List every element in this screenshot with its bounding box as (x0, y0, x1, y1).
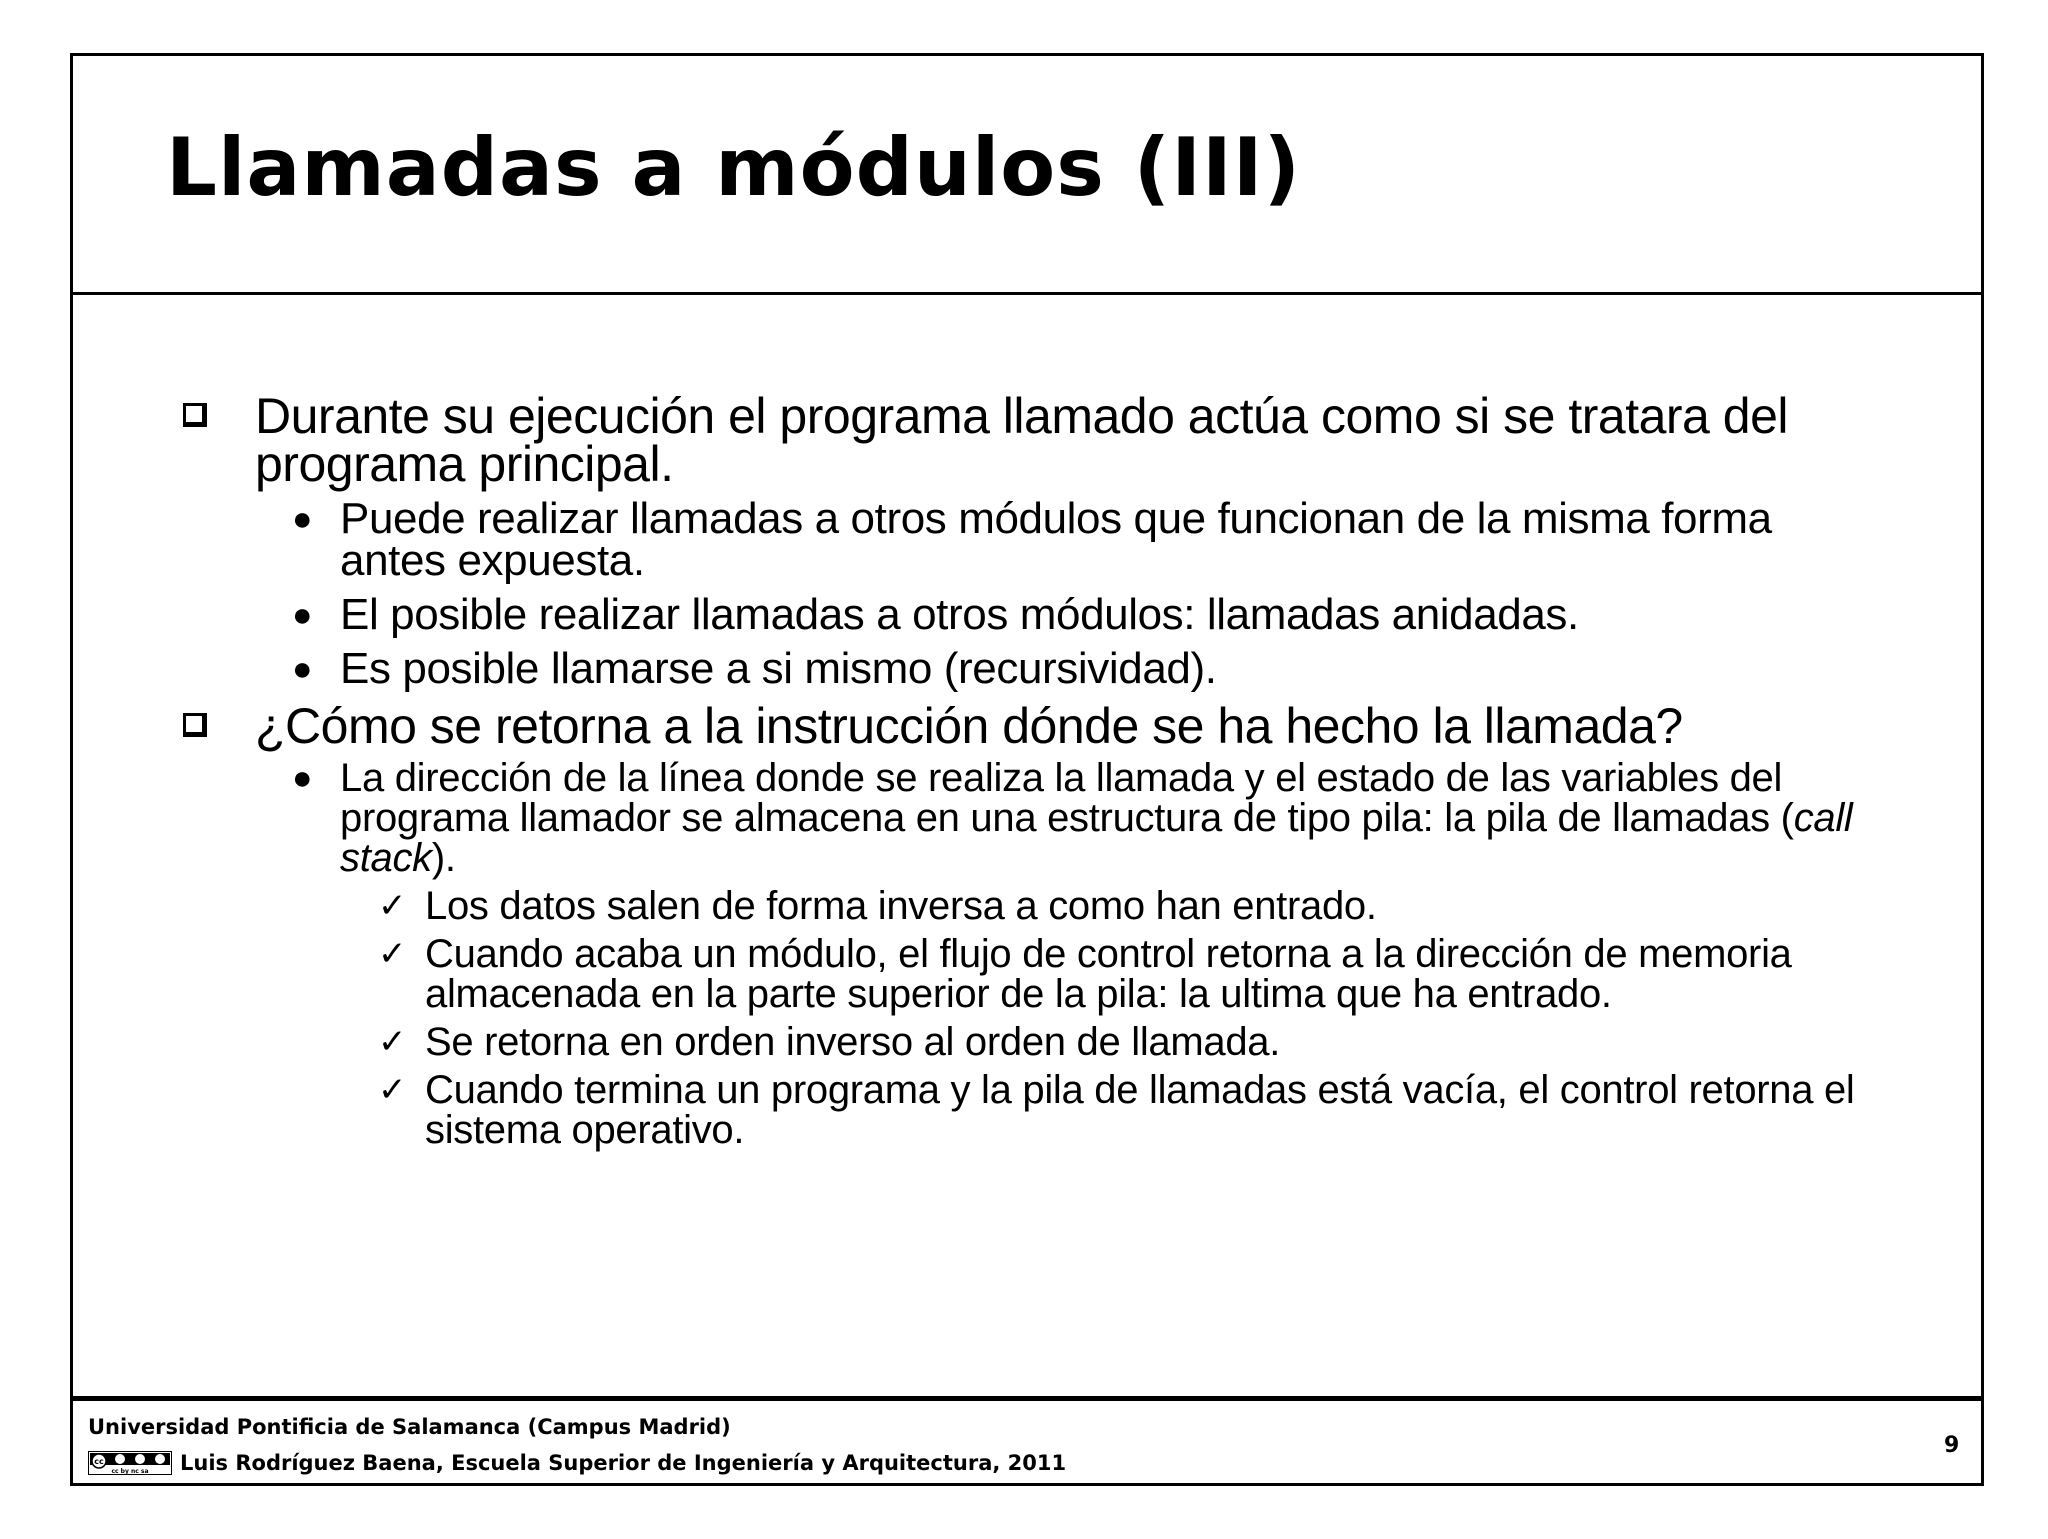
bullet-level1-item (180, 698, 1860, 754)
footer-author: Luis Rodríguez Baena, Escuela Superior de Ingeniería y Arquitectura, 2011 (180, 1451, 1067, 1475)
bullet-text: La dirección de la línea donde se realiza la llamada y el estado de las variables del programa llamador se almacena en una estructura de tipo pila: la pila de llamadas ( (340, 756, 1794, 840)
checkmark-bullet-icon: ✓ (378, 934, 407, 974)
license-badge-text: cc by nc sa (111, 1468, 149, 1475)
bullet-level2-item (180, 644, 1860, 693)
bullet-level2-item (180, 590, 1860, 639)
footer-author-row (88, 1448, 1066, 1478)
slide-footer (88, 1412, 1066, 1478)
title-divider (70, 292, 1984, 295)
hollow-square-bullet-icon (183, 713, 207, 737)
filled-circle-bullet-icon: ● (292, 650, 313, 688)
checkmark-bullet-icon: ✓ (378, 1070, 407, 1110)
slide-content (180, 388, 1860, 1152)
bullet-text-end: ). (431, 836, 456, 880)
bullet-text: ¿Cómo se retorna a la instrucción dónde se ha hecho la llamada? (255, 698, 1683, 754)
page-number: 9 (1944, 1433, 1960, 1458)
filled-circle-bullet-icon: ● (292, 596, 313, 634)
svg-text:cc: cc (94, 1457, 104, 1466)
filled-circle-bullet-icon: ● (292, 759, 313, 797)
hollow-square-bullet-icon (183, 403, 207, 427)
bullet-text: Es posible llamarse a si mismo (recursividad). (340, 644, 1217, 693)
bullet-level2-item (180, 494, 1860, 585)
bullet-level1-item (180, 388, 1860, 492)
call-stack-term: call stack (340, 796, 1853, 880)
filled-circle-bullet-icon: ● (292, 500, 313, 538)
bullet-text: Cuando termina un programa y la pila de llamadas está vacía, el control retorna el sistema operativo. (425, 1068, 1855, 1152)
bullet-text: Los datos salen de forma inversa a como han entrado. (425, 884, 1377, 928)
bullet-level3-item (180, 1070, 1860, 1150)
bullet-level3-item (180, 1022, 1860, 1062)
checkmark-bullet-icon: ✓ (378, 886, 407, 926)
bullet-text: Se retorna en orden inverso al orden de llamada. (425, 1020, 1281, 1064)
creative-commons-badge-icon (88, 1451, 172, 1475)
bullet-level2-item (180, 758, 1860, 878)
bullet-text: Puede realizar llamadas a otros módulos que funcionan de la misma forma antes expuesta. (340, 494, 1772, 585)
bullet-level3-item (180, 886, 1860, 926)
bullet-text: El posible realizar llamadas a otros módulos: llamadas anidadas. (340, 590, 1579, 639)
bullet-text: Durante su ejecución el programa llamado actúa como si se tratara del programa principal. (255, 388, 1788, 492)
footer-divider (70, 1396, 1984, 1401)
bullet-level3-item (180, 934, 1860, 1014)
footer-institution: Universidad Pontificia de Salamanca (Campus Madrid) (88, 1415, 731, 1439)
checkmark-bullet-icon: ✓ (378, 1022, 407, 1062)
slide-title: Llamadas a módulos (III) (166, 121, 1302, 214)
bullet-text: Cuando acaba un módulo, el flujo de control retorna a la dirección de memoria almacenada en la parte superior de la pila: la ultima que ha entrado. (425, 932, 1792, 1016)
